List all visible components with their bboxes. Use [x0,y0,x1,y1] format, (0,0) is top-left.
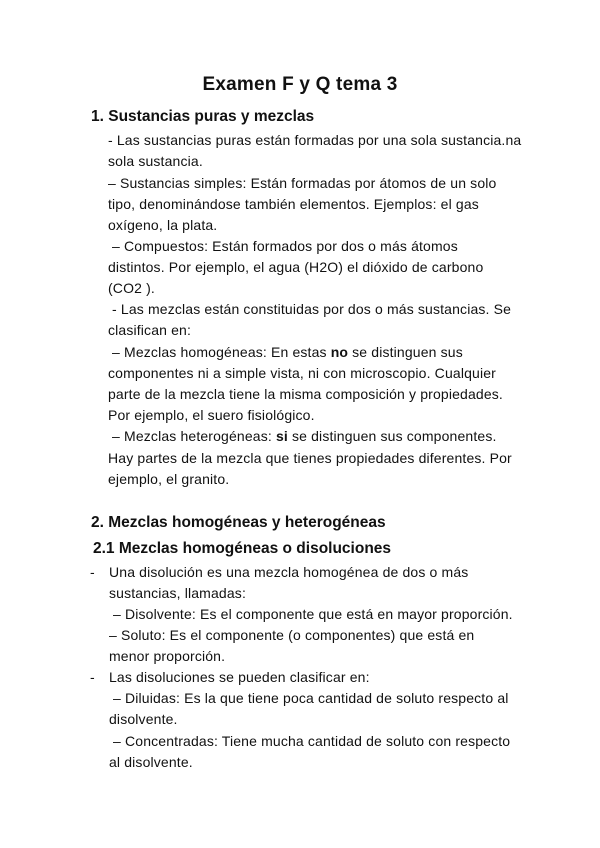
text-line: oxígeno, la plata. [108,217,218,233]
section-1-heading: 1. Sustancias puras y mezclas [91,108,315,125]
bold-emphasis: no [330,344,349,360]
text-line-homogeneas [108,344,463,360]
text-line: sola sustancia. [108,153,203,169]
text-line: Una disolución es una mezcla homogénea de dos o más [109,564,469,580]
text-line: sustancias, llamadas: [109,585,246,601]
text-line: – Diluidas: Es la que tiene poca cantidad de soluto respecto al [109,690,509,706]
section-2-1-heading: 2.1 Mezclas homogéneas o disoluciones [93,540,392,557]
bold-emphasis: si [275,428,288,444]
text-segment: se distinguen sus componentes. [287,428,497,444]
text-segment: – Mezclas heterogéneas: [108,428,276,444]
text-line-heterogeneas [108,428,497,444]
text-line: ejemplo, el granito. [108,471,230,487]
section-2-heading: 2. Mezclas homogéneas y heterogéneas [91,514,386,531]
list-bullet: - [90,564,95,580]
text-line: clasifican en: [108,322,192,338]
page-title: Examen F y Q tema 3 [202,74,398,95]
text-line: disolvente. [109,711,178,727]
text-line: al disolvente. [109,754,193,770]
text-segment: – Mezclas homogéneas: En estas [108,344,331,360]
text-line: parte de la mezcla tiene la misma composición y propiedades. [108,386,503,402]
text-line: Las disoluciones se pueden clasificar en: [109,669,370,685]
text-line: - Las mezclas están constituidas por dos o más sustancias. Se [108,301,512,317]
list-bullet: - [90,669,95,685]
text-line: – Soluto: Es el componente (o componentes) que está en [109,627,475,643]
text-line: – Concentradas: Tiene mucha cantidad de soluto con respecto [109,733,511,749]
text-line: - Las sustancias puras están formadas por una sola sustancia.na [108,132,522,148]
text-line: Por ejemplo, el suero fisiológico. [108,407,315,423]
text-line: – Disolvente: Es el componente que está en mayor proporción. [109,606,513,622]
text-line: Hay partes de la mezcla que tienes propiedades diferentes. Por [108,450,512,466]
text-line: menor proporción. [109,648,226,664]
text-line: tipo, denominándose también elementos. Ejemplos: el gas [108,196,479,212]
text-line: distintos. Por ejemplo, el agua (H2O) el dióxido de carbono [108,259,484,275]
text-line: (CO2 ). [108,280,155,296]
text-line: – Compuestos: Están formados por dos o más átomos [108,238,458,254]
text-segment: se distinguen sus [348,344,463,360]
text-line: – Sustancias simples: Están formadas por átomos de un solo [108,175,497,191]
text-line: componentes ni a simple vista, ni con microscopio. Cualquier [108,365,496,381]
